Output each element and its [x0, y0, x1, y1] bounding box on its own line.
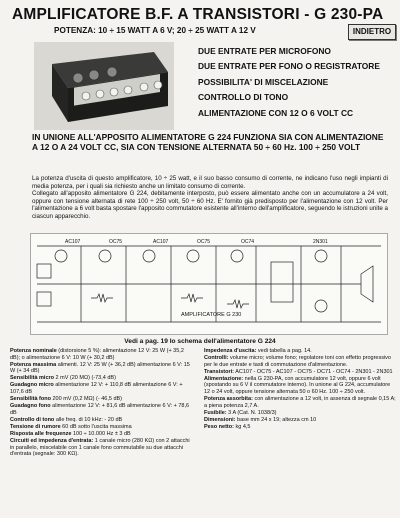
spec-item — [10, 382, 192, 395]
spec-item — [10, 438, 192, 458]
schematic-caption: Vedi a pag. 19 lo schema dell'alimentatore G 224 — [124, 338, 276, 345]
transistor-label: AC107 — [153, 239, 169, 245]
transistor-label: OC74 — [241, 239, 255, 245]
spec-label: Potenza nominale — [10, 348, 57, 354]
spec-label: Potenza massima — [10, 361, 57, 368]
page-title: AMPLIFICATORE B.F. A TRANSISTORI - G 230-PA — [12, 6, 384, 23]
spec-item — [204, 410, 396, 417]
spec-value: kg 4,5 — [235, 424, 251, 431]
spec-label: Potenza assorbita: — [204, 396, 253, 403]
intro-heading: IN UNIONE ALL'APPOSITO ALIMENTATORE G 224 FUNZIONA SIA CON ALIMENTAZIONE A 12 O A 24 VOLT CC, SIA CON TENSIONE ALTERNATA 50 ÷ 60 Hz. 100 ÷ 250 VOLT — [32, 132, 384, 153]
spec-item — [10, 396, 192, 403]
spec-item — [204, 355, 396, 368]
spec-label: Risposta alle frequenze — [10, 431, 72, 438]
spec-item — [204, 417, 396, 424]
spec-item — [204, 376, 396, 396]
spec-item — [10, 431, 192, 438]
spec-item — [10, 375, 192, 382]
spec-item — [10, 417, 192, 424]
spec-value: 3 A (Cat. N. 1038/3) — [228, 409, 277, 416]
transistor-label: OC75 — [109, 239, 123, 245]
spec-value: base mm 24 x 19; altezza cm 10 — [237, 416, 317, 423]
spec-label: Peso netto: — [204, 424, 234, 431]
spec-value: nella G 230-PA, con accumulatore 12 volt, oppure 6 volt (spostando su 6 V il commutatore interno). In unione al G 224, accumulatore 12 o 24 volt, oppure tensione alternata 50 o 60 Hz. 100 ÷ 250 volt. — [204, 375, 391, 396]
spec-item — [204, 396, 396, 409]
spec-label: Alimentazione: — [204, 375, 244, 382]
spec-value: alimenti. 12 V: 25 W (+ 36,2 dB) alimentazione 6 V: 15 W (+ 34 dB) — [10, 361, 190, 375]
spec-value: volume micro; volume fono; regolatore toni con effetto progressivo per le due entrate e tasti di commutazione d'alimentazione. — [204, 355, 391, 368]
feature-item: POSSIBILITA' DI MISCELAZIONE — [198, 76, 329, 87]
spec-label: Dimensioni: — [204, 416, 236, 423]
transistor-label: OC75 — [197, 239, 211, 245]
spec-value: AC107 - OC75 - AC107 - OC75 - OC71 - OC74 - 2N301 - 2N301 — [235, 368, 393, 375]
back-button[interactable]: INDIETRO — [348, 24, 396, 40]
feature-item: ALIMENTAZIONE CON 12 O 6 VOLT CC — [198, 107, 354, 118]
description — [32, 175, 388, 221]
specs-left-column — [10, 348, 192, 459]
spec-label: Fusibile: — [204, 409, 227, 416]
spec-item — [204, 424, 396, 431]
spec-value: alimentazione 12 V: + 81,6 dB alimentazione 6 V: + 78,6 dB — [10, 403, 190, 416]
specs-right-column — [204, 348, 396, 431]
spec-value: 60 dB sotto l'uscita massima — [62, 424, 132, 431]
spec-label: Guadagno fono — [10, 403, 51, 410]
spec-value: alimentazione 12 V: + 110,8 dB alimentazione 6 V: + 107,6 dB — [10, 382, 183, 396]
spec-label: Sensibilità fono — [10, 396, 51, 403]
description-paragraph: Collegato all'apposito alimentatore G 224, debitamente interposto, può essere alimentato anche con un accumulatore a 24 volt, oppure con tensione alternata di rete 100 ÷ 250 volt, 50 ÷ 60 Hz. E' fornito già predisposto per l'alimentazione con 12 volt. Per l'alimentazione a 6 volt basta spostare l'apposito commutatore esistente all'interno dell'amplificatore, seguendo le istruzioni unite a ciascun apparecchio. — [32, 190, 388, 220]
spec-value: (distorsione 5 %): alimentazione 12 V: 25 W (+ 35,2 dB); o alimentazione 6 V: 10 W (+ 30,2 dB) — [10, 348, 184, 361]
transistor-label: AC107 — [65, 239, 81, 245]
feature-item: DUE ENTRATE PER MICROFONO — [198, 46, 331, 56]
spec-label: Circuiti ed impedenza d'entrata: — [10, 438, 94, 445]
feature-item: CONTROLLO DI TONO — [198, 92, 289, 103]
spec-item — [10, 403, 192, 416]
schematic-title: AMPLIFICATORE G 230 — [181, 312, 242, 318]
power-subtitle: POTENZA: 10 ÷ 15 WATT A 6 V; 20 ÷ 25 WATT A 12 V — [54, 26, 256, 35]
spec-label: Controllo di tono — [10, 416, 55, 423]
feature-item: DUE ENTRATE PER FONO O REGISTRATORE — [198, 61, 380, 72]
circuit-schematic — [30, 233, 388, 335]
spec-item — [10, 348, 192, 361]
spec-item — [204, 348, 396, 355]
spec-value: 200 mV (0,2 MΩ) (- 46,5 dB) — [52, 396, 123, 403]
description-paragraph: La potenza d'uscita di questo amplificatore, 10 ÷ 25 watt, e il suo basso consumo di corrente, ne indicano l'uso negli impianti di media potenza, per i quali sia richiesto anche un limitato consumo di corrente. — [32, 175, 388, 190]
amplifier-photo — [34, 42, 174, 130]
spec-value: vedi tabella a pag. 14. — [257, 348, 312, 354]
spec-item — [204, 369, 396, 376]
spec-value: alle freq. di 10 kHz: - 20 dB — [55, 416, 123, 423]
spec-label: Transistori: — [204, 368, 234, 375]
spec-value: con alimentazione a 12 volt, in assenza di segnale 0,15 A; a piena potenza 2,7 A. — [204, 396, 396, 409]
feature-list — [198, 46, 398, 123]
spec-value: 100 ÷ 10.000 Hz ± 3 dB — [72, 431, 131, 438]
spec-label: Controlli: — [204, 355, 229, 362]
transistor-label: 2N301 — [313, 239, 328, 245]
spec-label: Impedenza d'uscita: — [204, 348, 257, 354]
spec-label: Guadagno micro — [10, 382, 54, 389]
spec-item — [10, 424, 192, 431]
spec-value: 2 mV (20 MΩ) (-73,4 dB) — [55, 375, 116, 382]
spec-value: 1 canale micro (280 KΩ) con 2 attacchi in parallelo, miscelabile con 1 canale fono commutabile su due attacchi d'entrata (segnale: 300 KΩ). — [10, 438, 190, 458]
spec-label: Tensione di rumore — [10, 424, 61, 431]
spec-item — [10, 362, 192, 375]
spec-label: Sensibilità micro — [10, 375, 55, 382]
